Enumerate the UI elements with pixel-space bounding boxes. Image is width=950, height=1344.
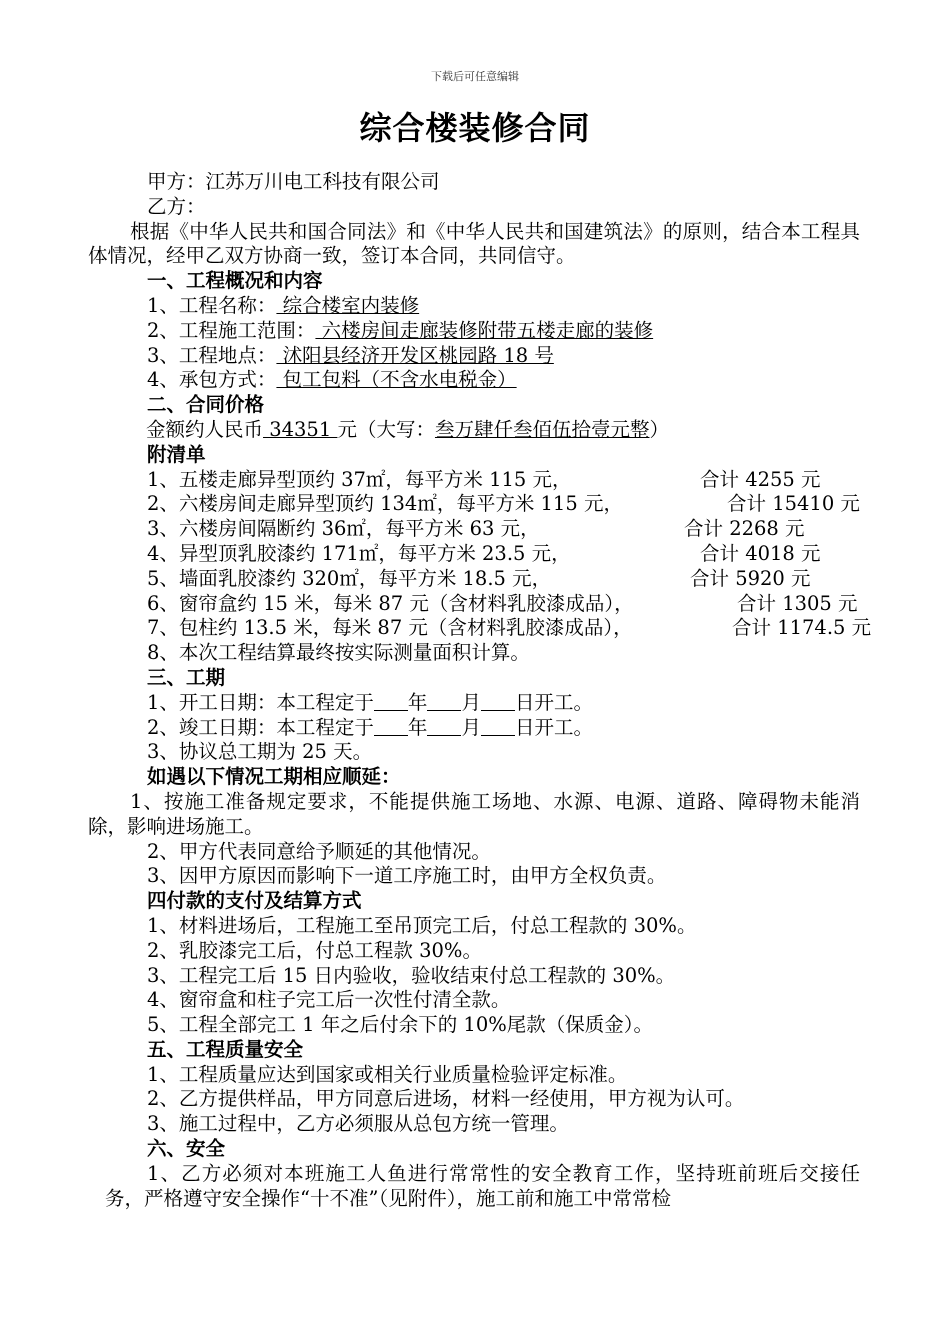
list-item-text: 7、包柱约 13.5 米，每米 87 元（含材料乳胶漆成品）， bbox=[147, 616, 633, 640]
start-month-blank bbox=[427, 692, 461, 711]
section-4-heading: 四付款的支付及结算方式 bbox=[147, 889, 362, 913]
project-location-line bbox=[105, 344, 860, 369]
list-item-text: 5、墙面乳胶漆约 320㎡，每平方米 18.5 元， bbox=[147, 566, 552, 590]
quality-item: 2、乙方提供样品，甲方同意后进场，材料一经使用，甲方视为认可。 bbox=[147, 1087, 745, 1111]
end-date-line bbox=[105, 716, 860, 741]
end-month-blank bbox=[427, 717, 461, 736]
party-a: 甲方：江苏万川电工科技有限公司 bbox=[147, 170, 440, 193]
contract-method-value: 包工包料（不含水电税金） bbox=[276, 368, 517, 392]
day-label: 日开工。 bbox=[514, 715, 593, 739]
amount-words: 叁万肆仟叁佰伍拾壹元整 bbox=[434, 417, 650, 441]
document-title: 综合楼装修合同 bbox=[359, 109, 591, 147]
end-day-blank bbox=[481, 717, 515, 736]
project-name-line bbox=[105, 294, 860, 319]
end-year-blank bbox=[374, 717, 408, 736]
project-scope-label: 2、工程施工范围： bbox=[147, 318, 316, 342]
delay-item-2: 2、甲方代表同意给予顺延的其他情况。 bbox=[147, 839, 491, 863]
start-day-blank bbox=[481, 692, 515, 711]
list-item-total: 合计 4018 元 bbox=[700, 541, 821, 565]
payment-item: 5、工程全部完工 1 年之后付余下的 10%尾款（保质金）。 bbox=[147, 1013, 654, 1037]
duration-line: 3、协议总工期为 25 天。 bbox=[147, 740, 373, 764]
payment-item: 1、材料进场后，工程施工至吊顶完工后，付总工程款的 30%。 bbox=[147, 913, 697, 937]
safety-item-1: 1、乙方必须对本班施工人鱼进行常常性的安全教育工作，坚持班前班后交接任务，严格遵守安全操作“十不准”（见附件），施工前和施工中常常检 bbox=[105, 1161, 860, 1210]
quality-item: 3、施工过程中，乙方必须服从总包方统一管理。 bbox=[147, 1112, 569, 1136]
year-label: 年 bbox=[407, 715, 428, 739]
amount-mid: 元（大写： bbox=[337, 417, 435, 441]
list-item bbox=[105, 592, 860, 617]
end-date-label: 2、竣工日期：本工程定于 bbox=[147, 715, 374, 739]
list-item-text: 3、六楼房间隔断约 36㎡，每平方米 63 元， bbox=[147, 517, 540, 541]
list-item-text: 6、窗帘盒约 15 米，每米 87 元（含材料乳胶漆成品）， bbox=[147, 591, 634, 615]
list-item bbox=[105, 492, 860, 517]
delay-item-3: 3、因甲方原因而影响下一道工序施工时，由甲方全权负责。 bbox=[147, 864, 667, 888]
list-item-total: 合计 15410 元 bbox=[727, 492, 860, 516]
list-item-text: 1、五楼走廊异型顶约 37㎡，每平方米 115 元， bbox=[147, 467, 572, 491]
list-item-total: 合计 4255 元 bbox=[700, 467, 821, 491]
day-label: 日开工。 bbox=[514, 690, 593, 714]
list-item-total: 合计 2268 元 bbox=[684, 517, 805, 541]
list-heading: 附清单 bbox=[147, 442, 206, 466]
list-item-text: 4、异型顶乳胶漆约 171㎡，每平方米 23.5 元， bbox=[147, 541, 571, 565]
year-label: 年 bbox=[407, 690, 428, 714]
project-location-value: 沭阳县经济开发区桃园路 18 号 bbox=[276, 343, 554, 367]
start-year-blank bbox=[374, 692, 408, 711]
list-item bbox=[105, 616, 872, 641]
payment-item: 3、工程完工后 15 日内验收，验收结束付总工程款的 30%。 bbox=[147, 963, 676, 987]
start-date-label: 1、开工日期：本工程定于 bbox=[147, 690, 374, 714]
list-item-total: 合计 5920 元 bbox=[690, 566, 811, 590]
party-b: 乙方： bbox=[147, 194, 206, 218]
project-scope-line bbox=[105, 319, 860, 344]
delay-item-1: 1、按施工准备规定要求，不能提供施工场地、水源、电源、道路、障碍物未能消除，影响进场施工。 bbox=[88, 789, 860, 838]
month-label: 月 bbox=[461, 690, 481, 714]
contract-method-label: 4、承包方式： bbox=[147, 368, 277, 392]
amount-value: 34351 bbox=[263, 417, 338, 441]
start-date-line bbox=[105, 691, 860, 716]
document-body bbox=[88, 170, 872, 1211]
payment-item: 4、窗帘盒和柱子完工后一次性付清全款。 bbox=[147, 988, 511, 1012]
list-item bbox=[105, 468, 860, 493]
contract-method-line bbox=[105, 368, 860, 393]
section-2-heading: 二、合同价格 bbox=[147, 393, 265, 417]
list-note: 8、本次工程结算最终按实际测量面积计算。 bbox=[147, 641, 530, 665]
list-item bbox=[105, 567, 860, 592]
preamble: 根据《中华人民共和国合同法》和《中华人民共和国建筑法》的原则，结合本工程具体情况，经甲乙双方协商一致，签订本合同，共同信守。 bbox=[88, 219, 860, 268]
project-scope-value: 六楼房间走廊装修附带五楼走廊的装修 bbox=[315, 318, 654, 342]
project-location-label: 3、工程地点： bbox=[147, 343, 277, 367]
section-5-heading: 五、工程质量安全 bbox=[147, 1037, 304, 1061]
amount-prefix: 金额约人民币 bbox=[146, 417, 264, 441]
section-6-heading: 六、安全 bbox=[147, 1137, 226, 1161]
list-item-text: 2、六楼房间走廊异型顶约 134㎡，每平方米 115 元， bbox=[147, 492, 623, 516]
list-item bbox=[105, 542, 860, 567]
payment-item: 2、乳胶漆完工后，付总工程款 30%。 bbox=[147, 938, 482, 962]
project-name-value: 综合楼室内装修 bbox=[276, 293, 420, 317]
contract-amount-line bbox=[104, 418, 860, 443]
amount-suffix: ） bbox=[649, 417, 669, 441]
list-item-total: 合计 1174.5 元 bbox=[732, 616, 872, 640]
quality-item: 1、工程质量应达到国家或相关行业质量检验评定标准。 bbox=[147, 1062, 628, 1086]
section-3-heading: 三、工期 bbox=[147, 665, 226, 689]
project-name-label: 1、工程名称： bbox=[147, 293, 277, 317]
list-item bbox=[105, 517, 860, 542]
section-1-heading: 一、工程概况和内容 bbox=[147, 269, 323, 293]
list-item-total: 合计 1305 元 bbox=[737, 591, 858, 615]
page-header: 下载后可任意编辑 bbox=[431, 70, 519, 83]
delay-heading: 如遇以下情况工期相应顺延： bbox=[147, 765, 401, 789]
month-label: 月 bbox=[461, 715, 481, 739]
